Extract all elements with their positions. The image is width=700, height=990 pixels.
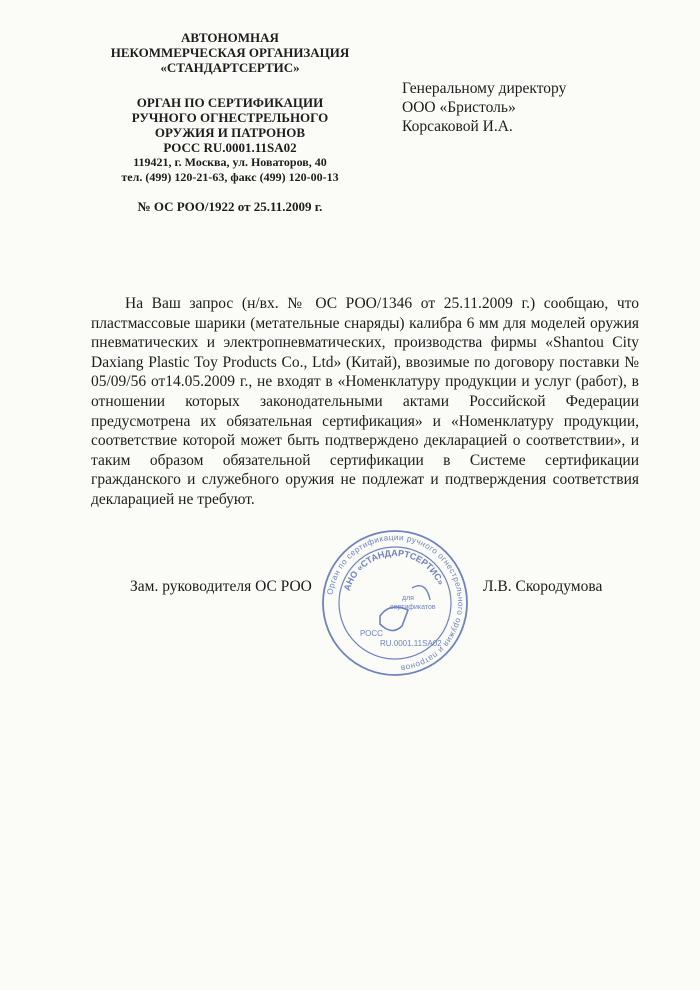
outgoing-reference-number: № ОС РОО/1922 от 25.11.2009 г. [137,199,323,214]
letter-body-paragraph: На Ваш запрос (н/вх. № ОС РОО/1346 от 25.11.2009 г.) сообщаю, что пластмассовые шарики (метательные снаряды) калибра 6 мм для моделей оружия пневматических и электропневматических, производства фирмы «Shantou City Daxiang Plastic Toy Products Co., Ltd» (Китай), ввозимые по договору поставки № 05/09/56 от14.05.2009 г., не входят в «Номенклатуру продукции и услуг (работ), в отношении которых законодательными актами Российской Федерации предусмотрена их обязательная сертификация» и «Номенклатуру продукции, соответствие которой может быть подтверждено декларацией о соответствии», и таким образом обязательной сертификации в Системе сертификации гражданского и служебного оружия не подлежат и подтверждения соответствия декларацией не требуют. [91,295,639,508]
stamp-outer-text: Орган по сертификации ручного огнестрельного оружия и патронов [325,532,466,673]
letterhead [70,30,390,214]
stamp-center-line1: для [402,595,414,602]
addressee-name: Корсаковой И.А. [402,118,513,135]
registration-code: РОСС RU.0001.11SA02 [163,140,297,155]
org-name-line1: АВТОНОМНАЯ [181,30,279,45]
stamp-code: RU.0001.11SA02 [380,639,442,648]
signatory-role: Зам. руководителя ОС РОО [130,578,312,595]
signatory-name: Л.В. Скородумова [483,578,603,595]
org-address: 119421, г. Москва, ул. Новаторов, 40 [133,155,327,169]
stamp-seal-graphic [320,528,470,678]
org-name-line2: НЕКОММЕРЧЕСКАЯ ОРГАНИЗАЦИЯ [110,45,350,60]
official-stamp [320,528,470,678]
org-phones: тел. (499) 120-21-63, факс (499) 120-00-13 [121,170,339,184]
stamp-center-line2: сертификатов [390,604,436,611]
cert-body-line1: ОРГАН ПО СЕРТИФИКАЦИИ [136,95,324,110]
addressee-block [402,79,682,136]
org-name-line3: «СТАНДАРТСЕРТИС» [160,60,300,75]
stamp-inner-text: АНО «СТАНДАРТСЕРТИС» [341,547,447,592]
addressee-company: ООО «Бристоль» [402,99,516,116]
stamp-rocc: РОСС [360,629,383,638]
cert-body-line3: ОРУЖИЯ И ПАТРОНОВ [154,125,306,140]
cert-body-line2: РУЧНОГО ОГНЕСТРЕЛЬНОГО [131,110,329,125]
addressee-position: Генеральному директору [402,80,567,97]
